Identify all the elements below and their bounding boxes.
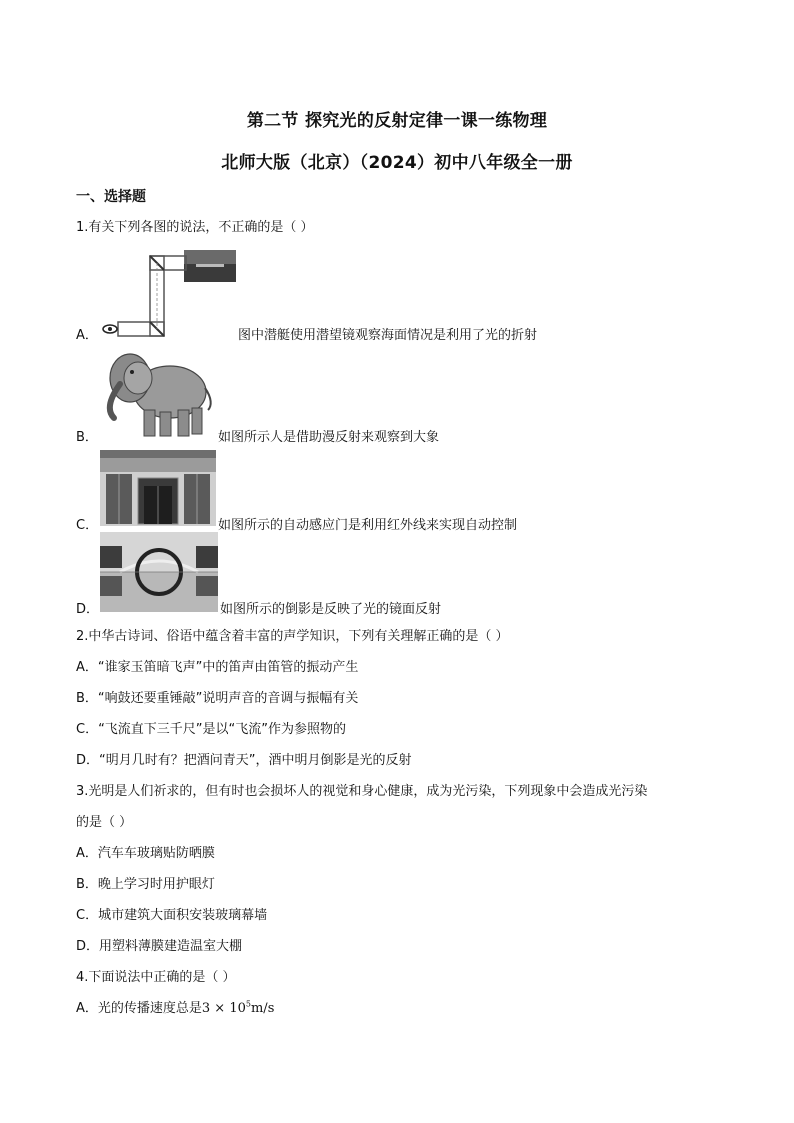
title-line-2: 北师大版（北京）（2024）初中八年级全一册 bbox=[221, 153, 573, 173]
q4-option-a bbox=[76, 997, 274, 1016]
q2-option-a: A．“谁家玉笛暗飞声”中的笛声由笛管的振动产生 bbox=[76, 660, 359, 675]
q1-stem: 1.有关下列各图的说法，不正确的是（ ） bbox=[76, 220, 314, 235]
bridge-reflection-image bbox=[100, 532, 218, 612]
q1-option-c-text: 如图所示的自动感应门是利用红外线来实现自动控制 bbox=[218, 518, 518, 533]
q2-stem: 2.中华古诗词、俗语中蕴含着丰富的声学知识，下列有关理解正确的是（ ） bbox=[76, 629, 509, 644]
elephant-image bbox=[100, 348, 216, 440]
q3-option-a: A．汽车车玻璃贴防晒膜 bbox=[76, 846, 215, 861]
formula-exponent: 5 bbox=[245, 999, 251, 1009]
q2-option-b: B．“响鼓还要重锤敲”说明声音的音调与振幅有关 bbox=[76, 691, 359, 706]
q1-option-d-text: 如图所示的倒影是反映了光的镜面反射 bbox=[220, 602, 442, 617]
q1-option-c-label: C． bbox=[76, 518, 99, 533]
q1-option-d-label: D． bbox=[76, 602, 100, 617]
automatic-door-image bbox=[100, 450, 216, 526]
q4-option-a-prefix: A．光的传播速度总是 bbox=[76, 1001, 202, 1016]
q1-option-b-label: B． bbox=[76, 430, 98, 445]
formula-unit: m/s bbox=[250, 1001, 275, 1016]
q1-option-a-label: A． bbox=[76, 328, 98, 343]
q3-option-c: C．城市建筑大面积安装玻璃幕墙 bbox=[76, 908, 268, 923]
q1-option-b-text: 如图所示人是借助漫反射来观察到大象 bbox=[218, 430, 440, 445]
q3-stem-line-2: 的是（ ） bbox=[76, 815, 133, 830]
q3-option-d: D．用塑料薄膜建造温室大棚 bbox=[76, 939, 243, 954]
q1-option-a-text: 图中潜艇使用潜望镜观察海面情况是利用了光的折射 bbox=[238, 328, 538, 343]
periscope-image bbox=[100, 246, 236, 342]
q3-stem-line-1: 3.光明是人们祈求的，但有时也会损坏人的视觉和身心健康，成为光污染，下列现象中会造成光污染 bbox=[76, 784, 648, 799]
q2-option-d: D．“明月几时有？把酒问青天”，酒中明月倒影是光的反射 bbox=[76, 753, 412, 768]
title-line-1: 第二节 探究光的反射定律一课一练物理 bbox=[246, 111, 548, 131]
q2-option-c: C．“飞流直下三千尺”是以“飞流”作为参照物的 bbox=[76, 722, 347, 737]
section-heading: 一、选择题 bbox=[76, 189, 146, 205]
q4-option-a-formula bbox=[202, 1001, 274, 1016]
q3-option-b: B．晚上学习时用护眼灯 bbox=[76, 877, 215, 892]
q4-stem: 4.下面说法中正确的是（ ） bbox=[76, 970, 236, 985]
formula-base: 3 × 10 bbox=[201, 1001, 246, 1016]
